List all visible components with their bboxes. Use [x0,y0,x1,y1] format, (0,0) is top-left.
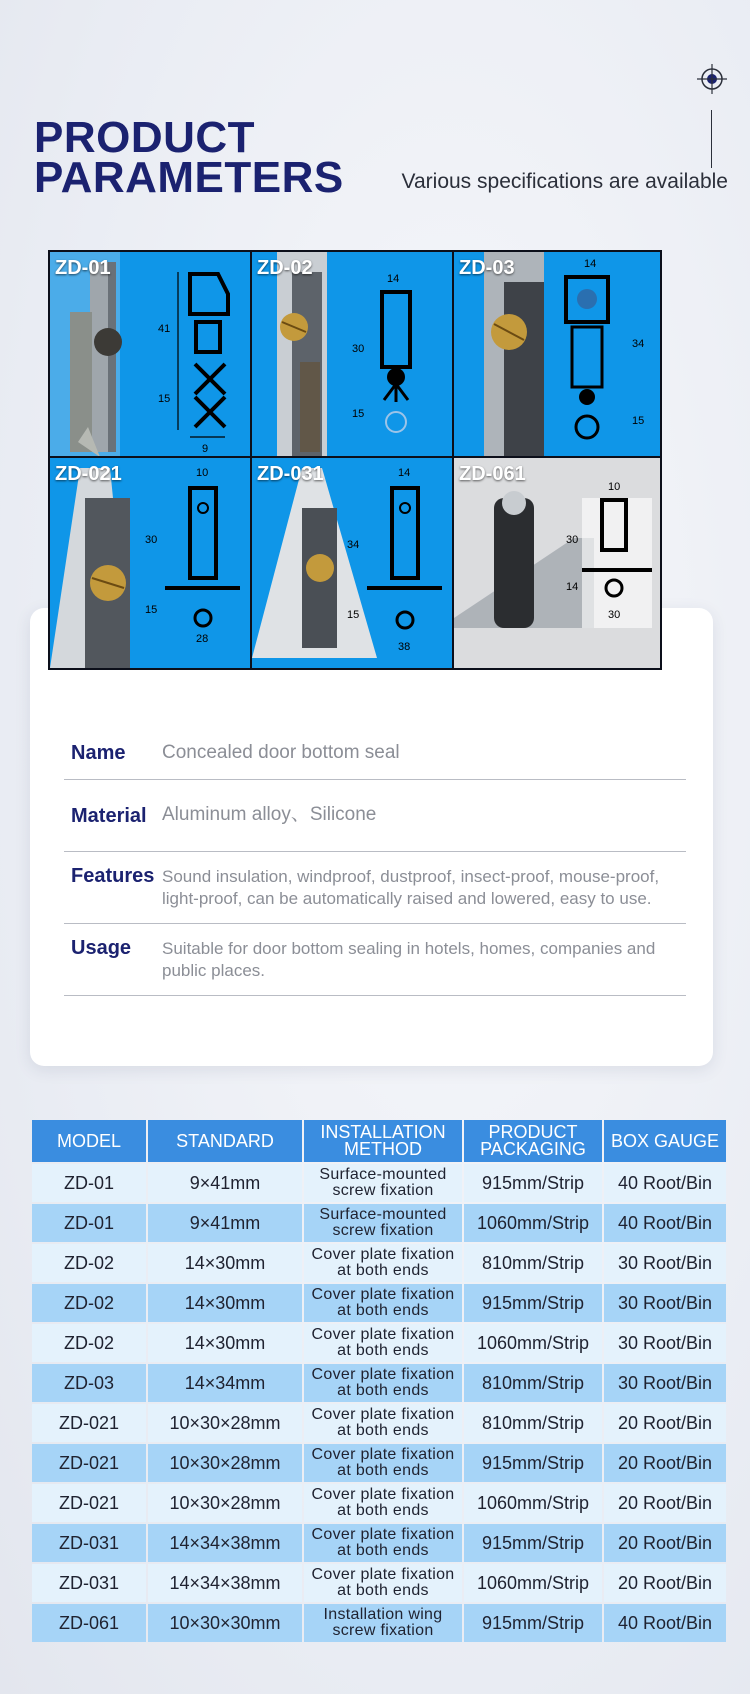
method-line: at both ends [337,1382,429,1399]
spec-row-usage [64,923,686,996]
dimension-label: 30 [145,534,158,546]
cell-packaging: 1060mm/Strip [464,1484,602,1522]
method-line: at both ends [337,1302,429,1319]
product-photo-zd-021 [48,456,258,670]
product-photo-zd-02 [250,250,460,464]
cell-standard: 14×34×38mm [148,1524,302,1562]
cell-standard: 10×30×28mm [148,1404,302,1442]
method-line: Cover plate fixation [311,1406,455,1423]
header-standard: STANDARD [148,1120,302,1162]
cell-installation-method [304,1164,462,1202]
cell-model: ZD-02 [32,1324,146,1362]
cell-box-gauge: 30 Root/Bin [604,1244,726,1282]
dimension-label: 30 [352,343,365,355]
dimension-label: 41 [158,323,171,335]
table-header-row [32,1120,726,1162]
header-installation-method [304,1120,462,1162]
spec-value: Suitable for door bottom sealing in hotels, homes, companies and public places. [162,939,656,980]
header-model: MODEL [32,1120,146,1162]
spec-label: Name [71,742,126,764]
seal-profile-image [454,252,660,462]
photo-model-label: ZD-021 [55,463,122,485]
method-line: Cover plate fixation [311,1566,455,1583]
cell-standard: 9×41mm [148,1204,302,1242]
cell-packaging: 810mm/Strip [464,1364,602,1402]
cell-model: ZD-02 [32,1244,146,1282]
parameter-table [30,1118,728,1644]
seal-profile-image [454,458,660,668]
method-line: screw fixation [332,1622,434,1639]
dimension-label: 28 [196,633,209,645]
spec-value: Aluminum alloy、Silicone [162,804,377,825]
dimension-label: 30 [566,534,579,546]
spec-label: Features [71,865,155,887]
dimension-label: 9 [202,443,209,455]
photo-model-label: ZD-03 [459,257,515,279]
cell-box-gauge: 40 Root/Bin [604,1204,726,1242]
cell-standard: 10×30×28mm [148,1444,302,1482]
cell-packaging: 1060mm/Strip [464,1564,602,1602]
method-line: Cover plate fixation [311,1526,455,1543]
cell-model: ZD-031 [32,1564,146,1602]
header-box-gauge: BOX GAUGE [604,1120,726,1162]
cell-box-gauge: 30 Root/Bin [604,1324,726,1362]
table-row [32,1204,726,1242]
cell-box-gauge: 20 Root/Bin [604,1564,726,1602]
dimension-label: 10 [608,481,621,493]
table-row [32,1404,726,1442]
cell-packaging: 810mm/Strip [464,1404,602,1442]
cell-installation-method [304,1524,462,1562]
header-line: PRODUCT [488,1122,578,1142]
method-line: Cover plate fixation [311,1246,455,1263]
spec-row-material [64,779,686,852]
cell-packaging: 1060mm/Strip [464,1324,602,1362]
cell-installation-method [304,1564,462,1602]
method-line: at both ends [337,1542,429,1559]
cell-model: ZD-021 [32,1444,146,1482]
cell-box-gauge: 20 Root/Bin [604,1404,726,1442]
dimension-label: 15 [347,609,360,621]
method-line: at both ends [337,1462,429,1479]
method-line: at both ends [337,1422,429,1439]
spec-label: Material [71,805,147,827]
method-line: Cover plate fixation [311,1446,455,1463]
table-row [32,1484,726,1522]
cell-box-gauge: 20 Root/Bin [604,1484,726,1522]
title-line-2: PARAMETERS [34,153,344,202]
table-row [32,1164,726,1202]
spec-label: Usage [71,937,132,959]
dimension-label: 15 [352,408,365,420]
table-row [32,1284,726,1322]
method-line: Cover plate fixation [311,1286,455,1303]
dimension-label: 14 [566,581,579,593]
cell-box-gauge: 30 Root/Bin [604,1364,726,1402]
product-photo-grid [48,250,700,690]
product-photo-zd-03 [452,250,662,464]
photo-model-label: ZD-031 [257,463,324,485]
table-row [32,1604,726,1642]
method-line: at both ends [337,1582,429,1599]
cell-model: ZD-021 [32,1404,146,1442]
cell-installation-method [304,1404,462,1442]
table-row [32,1364,726,1402]
cell-model: ZD-021 [32,1484,146,1522]
cell-installation-method [304,1604,462,1642]
cell-model: ZD-061 [32,1604,146,1642]
crosshair-target-icon [696,63,728,95]
spec-row-name [64,720,686,780]
decorative-divider-line [711,110,712,168]
cell-packaging: 915mm/Strip [464,1524,602,1562]
cell-installation-method [304,1204,462,1242]
cell-standard: 14×34×38mm [148,1564,302,1602]
cell-model: ZD-01 [32,1204,146,1242]
cell-installation-method [304,1324,462,1362]
dimension-label: 38 [398,641,411,653]
header-line: METHOD [344,1139,422,1159]
cell-standard: 14×30mm [148,1324,302,1362]
dimension-label: 34 [347,539,360,551]
cell-installation-method [304,1284,462,1322]
method-line: at both ends [337,1342,429,1359]
cell-box-gauge: 20 Root/Bin [604,1524,726,1562]
cell-box-gauge: 30 Root/Bin [604,1284,726,1322]
table-row [32,1524,726,1562]
dimension-label: 10 [196,467,209,479]
cell-standard: 14×34mm [148,1364,302,1402]
method-line: at both ends [337,1262,429,1279]
method-line: Cover plate fixation [311,1326,455,1343]
method-line: Cover plate fixation [311,1486,455,1503]
page-title [34,113,344,202]
table-row [32,1324,726,1362]
cell-model: ZD-02 [32,1284,146,1322]
photo-model-label: ZD-01 [55,257,111,279]
cell-installation-method [304,1484,462,1522]
header-line: PACKAGING [480,1139,586,1159]
seal-profile-image [252,458,458,668]
spec-value: Concealed door bottom seal [162,742,400,763]
product-photo-zd-061 [452,456,662,670]
dimension-label: 14 [584,258,597,270]
cell-model: ZD-01 [32,1164,146,1202]
cell-packaging: 810mm/Strip [464,1244,602,1282]
seal-profile-image [252,252,458,462]
photo-model-label: ZD-02 [257,257,313,279]
method-line: screw fixation [332,1222,434,1239]
cell-packaging: 915mm/Strip [464,1444,602,1482]
title-line-1: PRODUCT [34,113,256,162]
product-photo-zd-01 [48,250,258,464]
cell-installation-method [304,1364,462,1402]
method-line: Surface-mounted [319,1206,447,1223]
header-line: INSTALLATION [320,1122,446,1142]
method-line: Surface-mounted [319,1166,447,1183]
seal-profile-image [50,252,256,462]
cell-installation-method [304,1444,462,1482]
cell-standard: 9×41mm [148,1164,302,1202]
method-line: Installation wing [323,1606,443,1623]
cell-standard: 10×30×28mm [148,1484,302,1522]
dimension-label: 30 [608,609,621,621]
cell-standard: 14×30mm [148,1244,302,1282]
cell-box-gauge: 40 Root/Bin [604,1604,726,1642]
page-subtitle: Various specifications are available [401,170,728,193]
cell-standard: 10×30×30mm [148,1604,302,1642]
seal-profile-image [50,458,256,668]
method-line: Cover plate fixation [311,1366,455,1383]
table-body [32,1164,726,1642]
photo-model-label: ZD-061 [459,463,526,485]
cell-model: ZD-031 [32,1524,146,1562]
dimension-label: 14 [398,467,411,479]
method-line: screw fixation [332,1182,434,1199]
table-row [32,1244,726,1282]
cell-box-gauge: 20 Root/Bin [604,1444,726,1482]
method-line: at both ends [337,1502,429,1519]
cell-packaging: 915mm/Strip [464,1604,602,1642]
cell-model: ZD-03 [32,1364,146,1402]
product-photo-zd-031 [250,456,460,670]
dimension-label: 14 [387,273,400,285]
cell-packaging: 915mm/Strip [464,1284,602,1322]
cell-box-gauge: 40 Root/Bin [604,1164,726,1202]
dimension-label: 15 [632,415,645,427]
header-product-packaging [464,1120,602,1162]
dimension-label: 34 [632,338,645,350]
cell-packaging: 1060mm/Strip [464,1204,602,1242]
cell-packaging: 915mm/Strip [464,1164,602,1202]
table-row [32,1444,726,1482]
spec-row-features [64,851,686,924]
cell-installation-method [304,1244,462,1282]
cell-standard: 14×30mm [148,1284,302,1322]
dimension-label: 15 [158,393,171,405]
table-row [32,1564,726,1602]
spec-value: Sound insulation, windproof, dustproof, insect-proof, mouse-proof, light-proof, can be automatically raised and lowered, easy to use. [162,867,660,908]
dimension-label: 15 [145,604,158,616]
